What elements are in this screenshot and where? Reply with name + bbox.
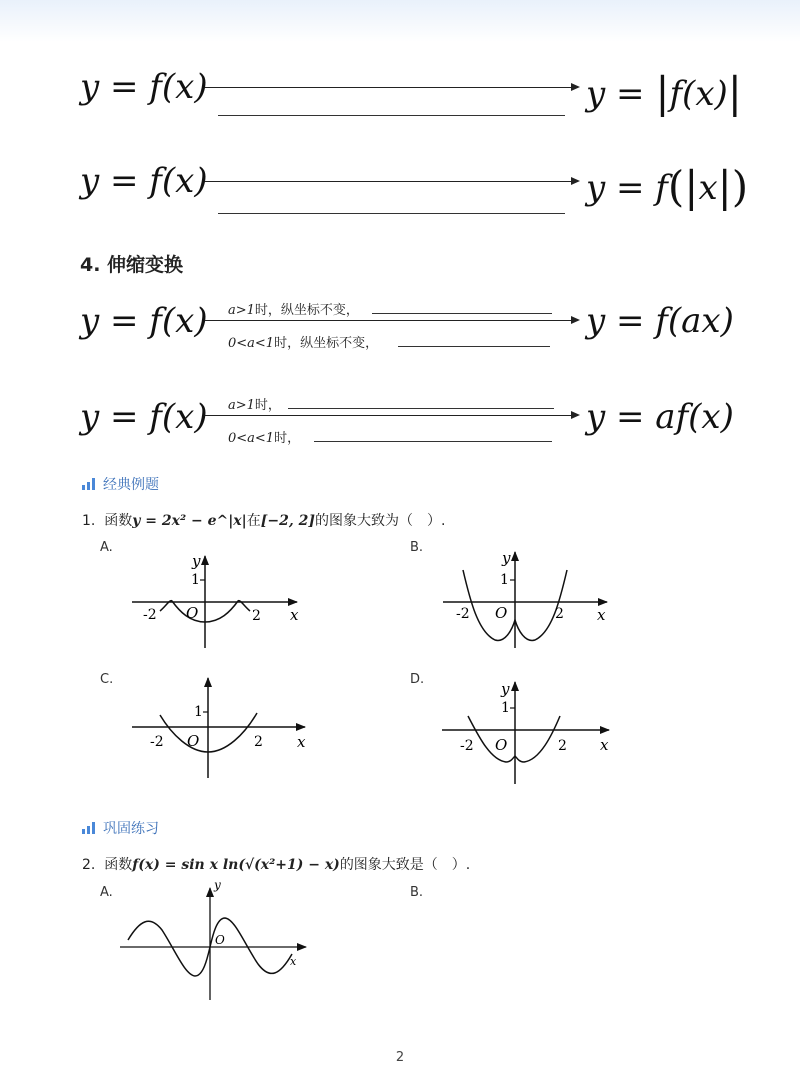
graph-d[interactable]	[442, 680, 609, 784]
transform-abs-inner-right: y = f(|x|)	[586, 162, 749, 211]
y-label: y	[192, 552, 201, 570]
neg2-label: -2	[460, 738, 474, 754]
practice-graph-a[interactable]	[120, 878, 306, 1000]
bar-chart-icon	[82, 822, 95, 834]
transform-abs-inner-left: y = f(x)	[80, 161, 208, 201]
option-c-label[interactable]: C.	[100, 672, 114, 687]
condition-top: a>1时，	[228, 398, 281, 413]
transform-stretch-y-left: y = f(x)	[80, 397, 208, 437]
one-label: 1	[500, 572, 509, 588]
option-a-label[interactable]: A.	[100, 540, 113, 555]
pos2-label: 2	[555, 606, 564, 622]
problem-1: 1. 函数y = 2x² − e^|x|在[−2, 2]的图象大致为（ ）.	[82, 513, 446, 529]
problem-2: 2. 函数f(x) = sin x ln(√(x²+1) − x)的图象大致是（ ）.	[82, 857, 471, 873]
one-label: 1	[501, 700, 510, 716]
origin-label: O	[215, 933, 225, 947]
origin-label: O	[495, 736, 508, 754]
transform-stretch-x-right: y = f(ax)	[586, 301, 734, 341]
condition-bottom: 0<a<1时，	[228, 431, 301, 446]
graph-a[interactable]	[132, 552, 299, 648]
x-label: x	[600, 736, 609, 754]
pos2-label: 2	[254, 734, 263, 750]
origin-label: O	[495, 604, 508, 622]
pos2-label: 2	[252, 608, 261, 624]
condition-bottom: 0<a<1时，纵坐标不变，	[228, 336, 379, 351]
page-number: 2	[395, 1050, 405, 1065]
example-heading: 经典例题	[82, 474, 159, 494]
one-label: 1	[191, 572, 200, 588]
graph-b[interactable]	[443, 549, 607, 648]
neg2-label: -2	[456, 606, 470, 622]
pos2-label: 2	[558, 738, 567, 754]
one-label: 1	[194, 704, 203, 720]
transform-stretch-x-left: y = f(x)	[80, 301, 208, 341]
curve	[468, 716, 560, 762]
origin-label: O	[186, 604, 199, 622]
option-d-label[interactable]: D.	[410, 672, 425, 687]
transform-stretch-y-right: y = af(x)	[586, 397, 734, 437]
y-label: y	[501, 680, 510, 698]
section-title: 4. 伸缩变换	[80, 254, 184, 276]
y-label: y	[214, 878, 221, 892]
x-label: x	[290, 606, 299, 624]
y-label: y	[502, 549, 511, 567]
neg2-label: -2	[150, 734, 164, 750]
transform-abs-outer-right: y = |f(x)|	[586, 68, 742, 117]
neg2-label: -2	[143, 607, 157, 623]
practice-option-a-label[interactable]: A.	[100, 885, 113, 900]
transform-abs-outer-left: y = f(x)	[80, 67, 208, 107]
x-label: x	[597, 606, 606, 624]
origin-label: O	[187, 732, 200, 750]
x-label: x	[290, 955, 297, 968]
option-b-label[interactable]: B.	[410, 540, 424, 555]
condition-top: a>1时，纵坐标不变，	[228, 303, 359, 318]
graph-c[interactable]	[132, 678, 306, 778]
practice-heading: 巩固练习	[82, 818, 159, 838]
x-label: x	[297, 733, 306, 751]
practice-option-b-label[interactable]: B.	[410, 885, 424, 900]
